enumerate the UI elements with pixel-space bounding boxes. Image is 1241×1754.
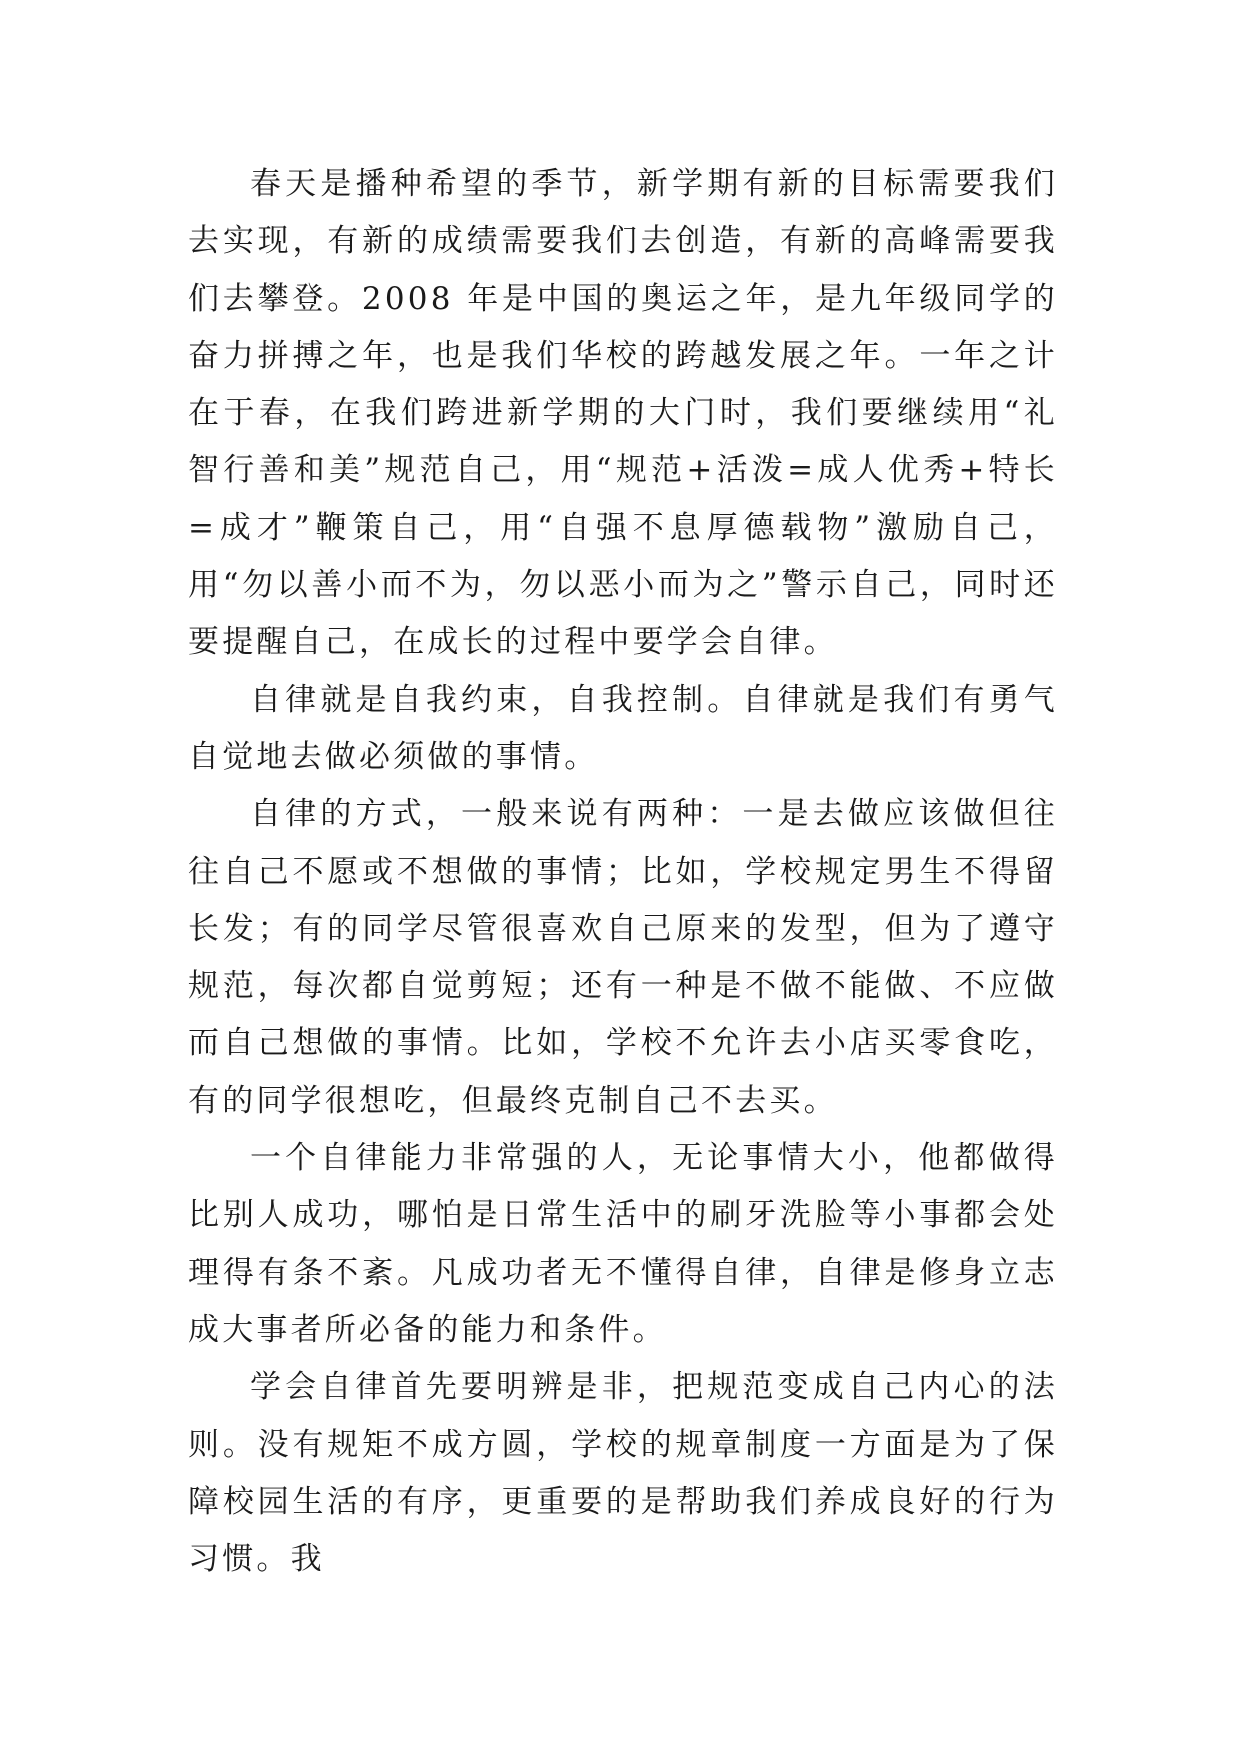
paragraph-self-discipline-ability: 一个自律能力非常强的人，无论事情大小，他都做得比别人成功，哪怕是日常生活中的刷牙洗脸等小事都会处理得有条不紊。凡成功者无不懂得自律，自律是修身立志成大事者所必备的能力和条件。 xyxy=(188,1140,1058,1348)
paragraph-self-discipline-methods: 自律的方式，一般来说有两种：一是去做应该做但往往自己不愿或不想做的事情；比如，学校规定男生不得留长发；有的同学尽管很喜欢自己原来的发型，但为了遵守规范，每次都自觉剪短；还有一种是不做不能做、不应做而自己想做的事情。比如，学校不允许去小店买零食吃，有的同学很想吃，但最终克制自己不去买。 xyxy=(188,796,1058,1119)
paragraph-spring: 春天是播种希望的季节，新学期有新的目标需要我们去实现，有新的成绩需要我们去创造，有新的高峰需要我们去攀登。2008 年是中国的奥运之年，是九年级同学的奋力拼搏之年，也是我们华校的跨越发展之年。一年之计在于春，在我们跨进新学期的大门时，我们要继续用“礼智行善和美”规范自己，用“规范+活泼=成人优秀+特长=成才”鞭策自己，用“自强不息厚德载物”激励自己，用“勿以善小而不为，勿以恶小而为之”警示自己，同时还要提醒自己，在成长的过程中要学会自律。 xyxy=(188,166,1058,661)
paragraph-self-discipline-definition: 自律就是自我约束，自我控制。自律就是我们有勇气自觉地去做必须做的事情。 xyxy=(188,681,1058,775)
body-text xyxy=(188,156,1058,1588)
paragraph-learn-self-discipline: 学会自律首先要明辨是非，把规范变成自己内心的法则。没有规矩不成方圆，学校的规章制度一方面是为了保障校园生活的有序，更重要的是帮助我们养成良好的行为习惯。我 xyxy=(188,1369,1058,1578)
